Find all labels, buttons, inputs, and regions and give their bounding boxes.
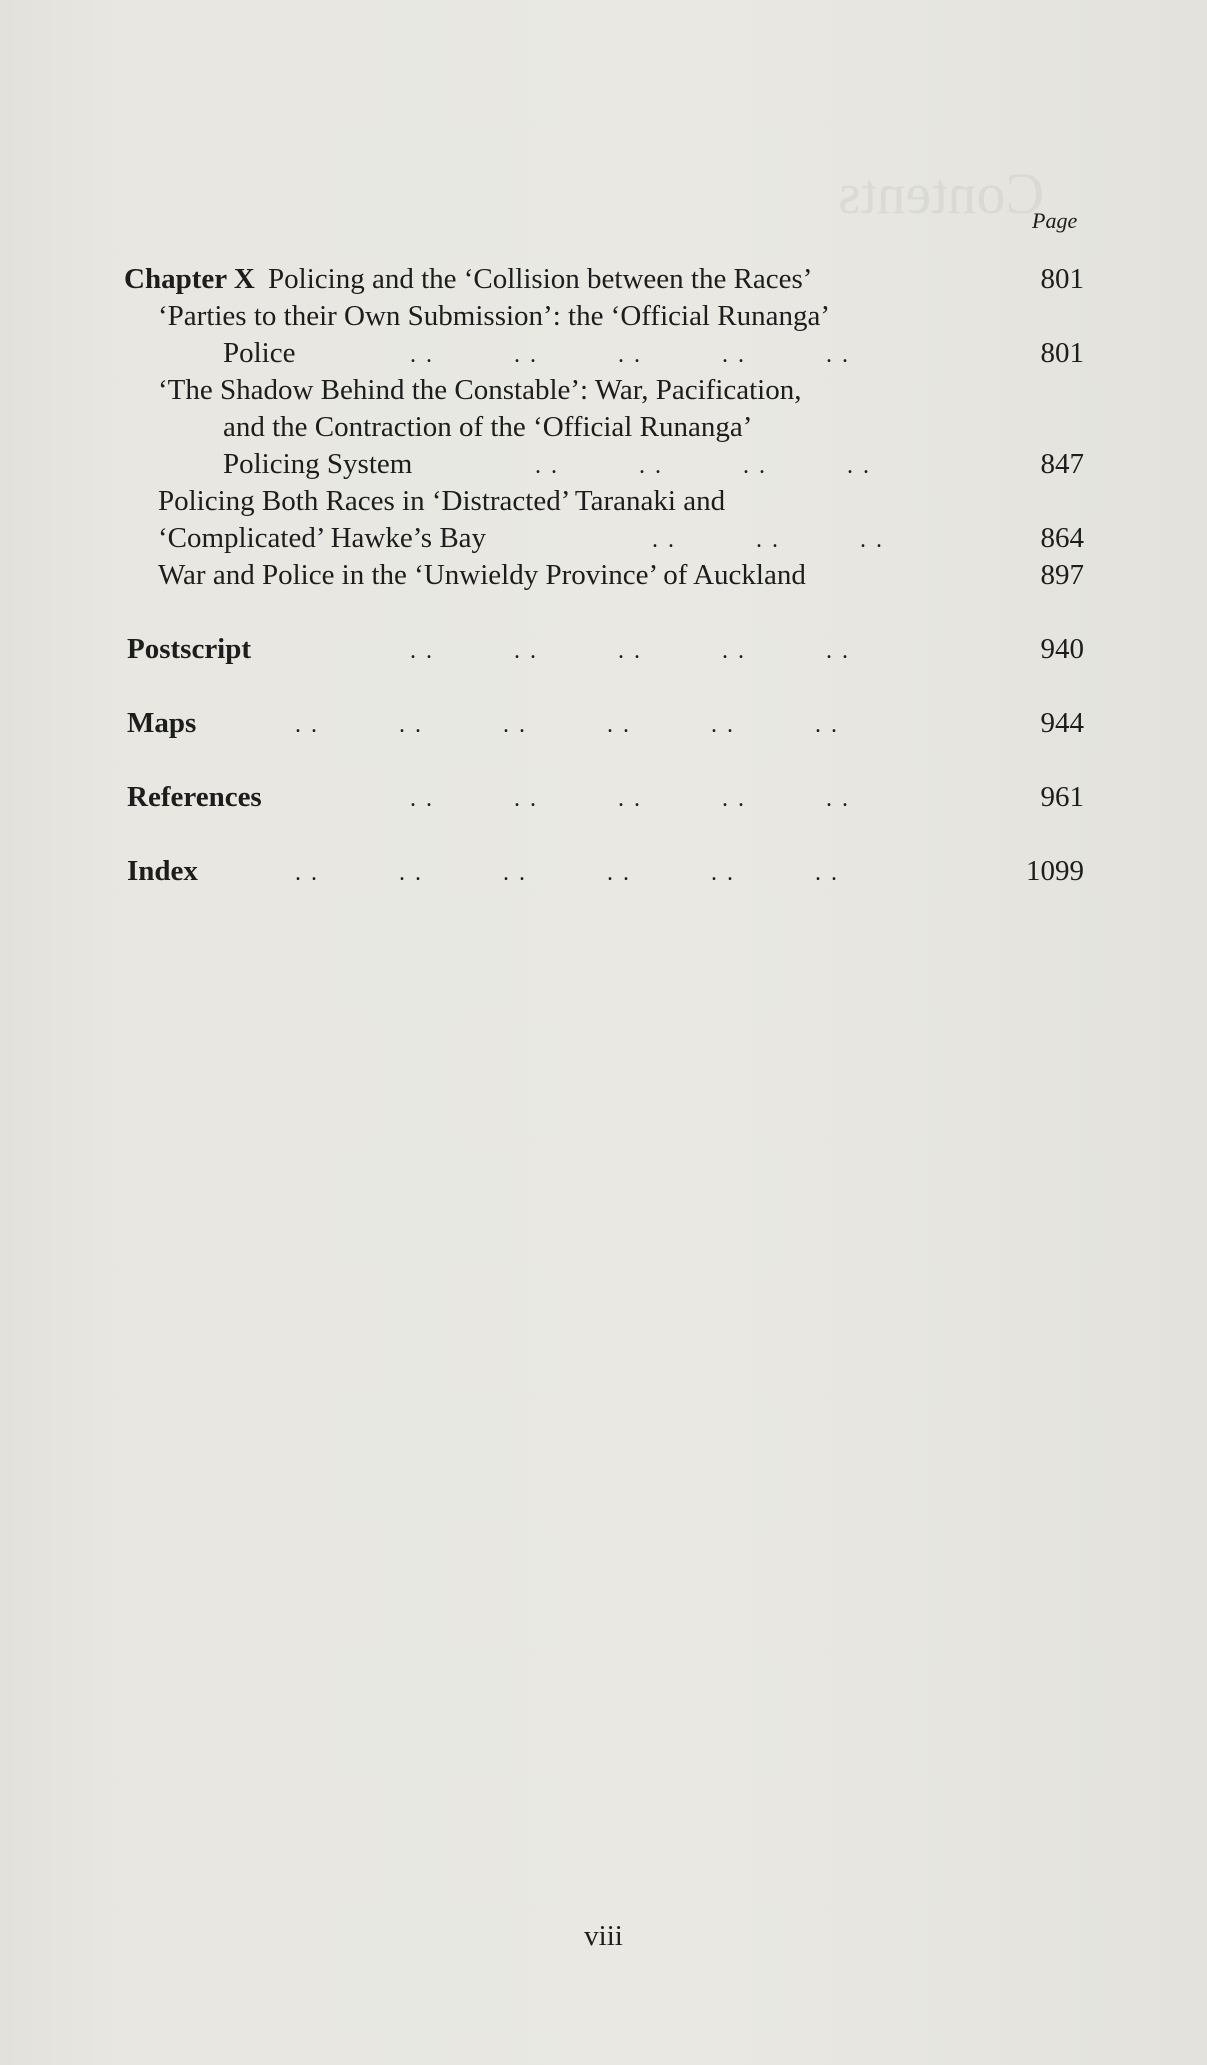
chapter-heading [124,265,812,294]
references-page: 961 [1040,781,1084,813]
section-2-line-3: Policing System [223,448,413,480]
chapter-title: Policing and the ‘Collision between the Races’ [268,263,813,295]
index-page: 1099 [1026,855,1084,887]
postscript-page: 940 [1040,633,1084,665]
page-column-label: Page [1032,208,1078,233]
section-3-line-1: Policing Both Races in ‘Distracted’ Taranaki and [158,485,726,517]
section-2-line-2: and the Contraction of the ‘Official Runanga’ [223,411,753,443]
maps-entry: Maps [127,707,197,739]
section-2-page: 847 [1040,448,1084,480]
chapter-page: 801 [1040,263,1084,295]
index-entry: Index [127,855,198,887]
postscript-entry: Postscript [127,633,252,665]
leader-dots: . . . . . . . . . . [410,638,850,664]
section-4-line-1: War and Police in the ‘Unwieldy Province’ of Auckland [158,559,806,591]
bleed-through-title: Contents [838,161,1045,226]
leader-dots: . . . . . . . . . . . . [295,712,839,738]
section-2-line-1: ‘The Shadow Behind the Constable’: War, Pacification, [158,374,802,406]
leader-dots: . . . . . . . . . . [410,786,850,812]
page-folio: viii [584,1920,623,1952]
leader-dots: . . . . . . . . [535,453,871,479]
leader-dots: . . . . . . . . . . . . [295,860,839,886]
references-entry: References [127,781,262,813]
section-3-line-2: ‘Complicated’ Hawke’s Bay [158,522,487,554]
section-1-page: 801 [1040,337,1084,369]
maps-page: 944 [1040,707,1084,739]
section-4-page: 897 [1040,559,1084,591]
section-1-line-1: ‘Parties to their Own Submission’: the ‘Official Runanga’ [158,300,830,332]
leader-dots: . . . . . . [652,527,884,553]
section-1-line-2: Police [223,337,296,369]
section-3-page: 864 [1040,522,1084,554]
chapter-label: Chapter X [124,263,255,295]
leader-dots: . . . . . . . . . . [410,342,850,368]
